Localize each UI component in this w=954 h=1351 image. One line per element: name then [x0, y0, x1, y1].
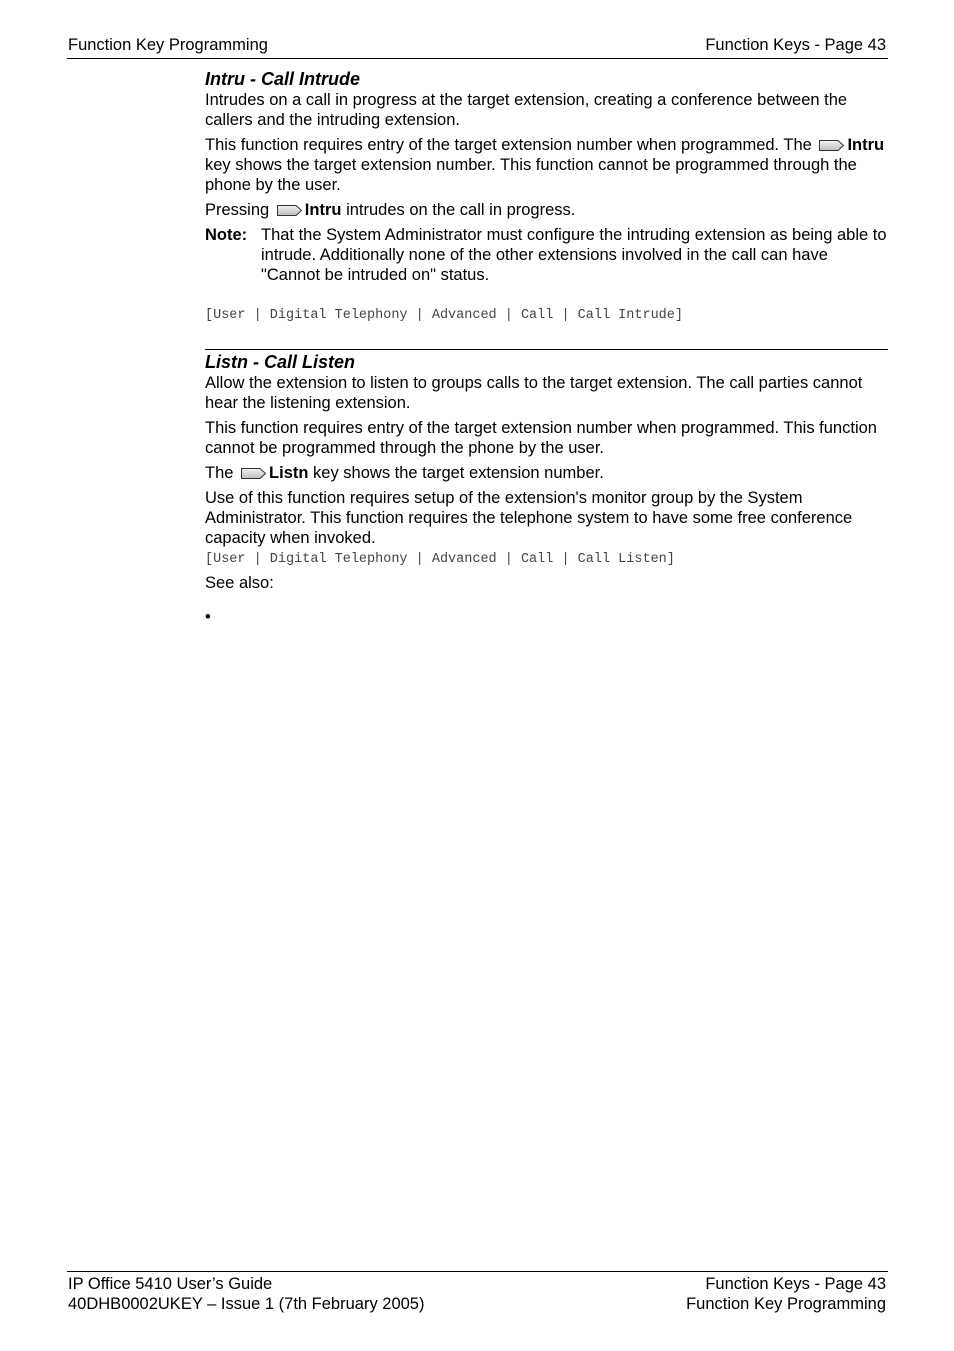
intru-menu-path: [User | Digital Telephony | Advanced | Call | Call Intrude]	[205, 308, 683, 323]
header-left: Function Key Programming	[68, 36, 268, 54]
section-title-listn: Listn - Call Listen	[205, 352, 356, 372]
section-title-intru: Intru - Call Intrude	[205, 69, 360, 89]
footer-page-number: Function Keys - Page 43	[705, 1275, 886, 1293]
listn-menu-path: [User | Digital Telephony | Advanced | Call | Call Listen]	[205, 552, 675, 567]
note-text: That the System Administrator must configure the intruding extension as being able to intrude. Additionally none of the other extensions involved in the call can have "Cannot be intruded on" status.	[261, 226, 887, 284]
page-header	[67, 36, 888, 59]
section-divider	[205, 349, 888, 350]
see-also-label: See also:	[205, 574, 274, 592]
footer-chapter: Function Key Programming	[686, 1295, 886, 1313]
listn-programming-text: This function requires entry of the target extension number when programmed. This function cannot be programmed through the phone by the user.	[205, 419, 877, 457]
phone-key-icon	[276, 204, 303, 217]
header-right: Function Keys - Page 43	[705, 36, 886, 54]
section-intru	[205, 68, 888, 325]
listn-key-text: The Listn key shows the target extension number.	[205, 464, 604, 482]
footer-document-issue: 40DHB0002UKEY – Issue 1 (7th February 2005)	[68, 1295, 425, 1313]
intru-pressing-text: Pressing Intru intrudes on the call in progress.	[205, 201, 576, 219]
intru-programming-text: This function requires entry of the target extension number when programmed. The Intru key shows the target extension number. This function cannot be programmed through the phone by the user.	[205, 136, 885, 194]
phone-key-icon	[818, 139, 845, 152]
intru-note	[205, 225, 888, 285]
phone-key-icon	[240, 467, 267, 480]
note-label: Note:	[205, 226, 248, 244]
listn-description: Allow the extension to listen to groups calls to the target extension. The call parties cannot hear the listening extension.	[205, 374, 863, 412]
intru-description: Intrudes on a call in progress at the target extension, creating a conference between the callers and the intruding extension.	[205, 91, 848, 129]
footer-guide-title: IP Office 5410 User’s Guide	[68, 1275, 273, 1293]
page-footer	[67, 1271, 888, 1313]
listn-setup-text: Use of this function requires setup of the extension's monitor group by the System Administrator. This function requires the telephone system to have some free conference capacity when invoked.	[205, 489, 853, 547]
section-listn	[205, 351, 888, 598]
list-bullet: •	[205, 608, 211, 626]
